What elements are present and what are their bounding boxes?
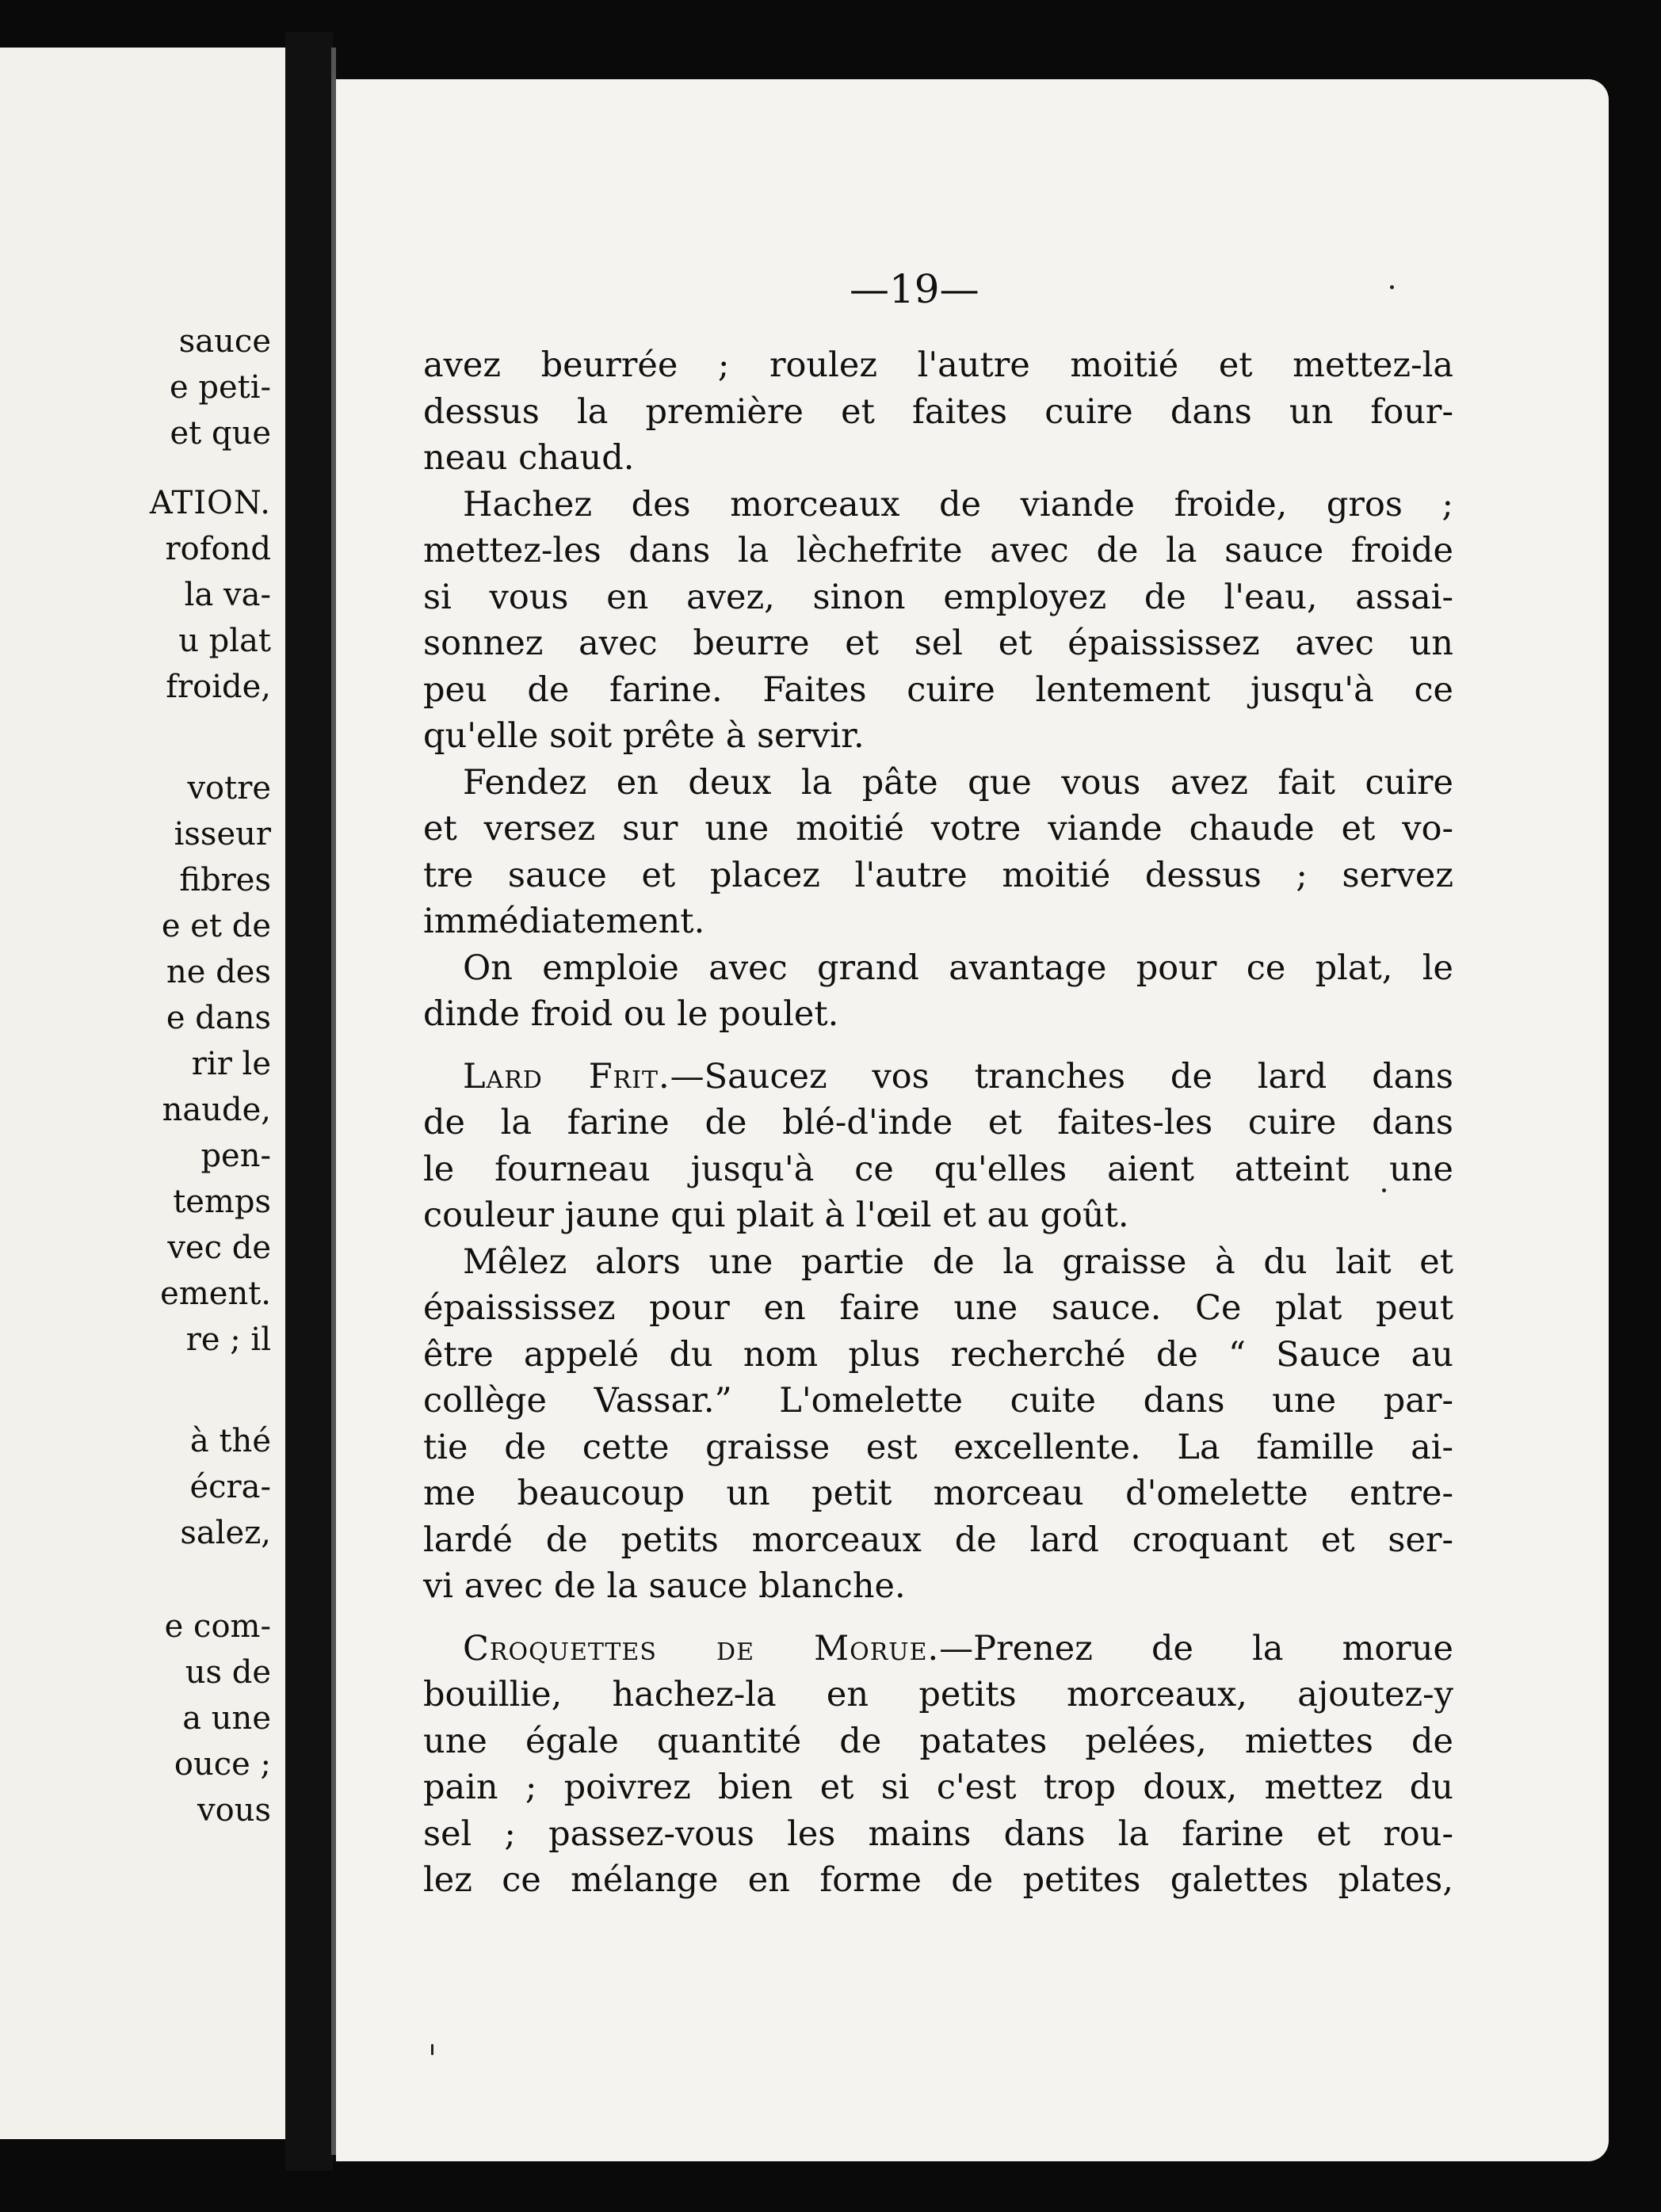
- paragraph: [423, 482, 1453, 760]
- text-line: [423, 1626, 1453, 1672]
- recipe-heading: Lard Frit.: [463, 1056, 670, 1096]
- text-line: lez ce mélange en forme de petites galettes plates,: [423, 1860, 1453, 1900]
- left-line: ATION.: [149, 485, 271, 521]
- recipe-paragraph: [423, 1626, 1453, 1904]
- left-line: us de: [185, 1654, 271, 1691]
- text-line: immédiatement.: [423, 902, 705, 941]
- recipe-paragraph: [423, 1054, 1453, 1239]
- text-line: de la farine de blé-d'inde et faites-les cuire dans: [423, 1103, 1453, 1142]
- left-facing-page: [0, 48, 285, 2139]
- left-line: rir le: [191, 1046, 271, 1082]
- paragraph-gap: [423, 1610, 1453, 1626]
- text-line: tie de cette graisse est excellente. La famille ai-: [423, 1427, 1453, 1467]
- page-number: —19—: [850, 266, 979, 312]
- text-line: On emploie avec grand avantage pour ce plat, le: [463, 948, 1453, 988]
- left-line: e peti-: [169, 369, 271, 406]
- text-line: pain ; poivrez bien et si c'est trop doux, mettez du: [423, 1768, 1453, 1807]
- ink-speck: [1382, 1188, 1386, 1192]
- text-line: être appelé du nom plus recherché de “ Sauce au: [423, 1334, 1453, 1375]
- text-line: et versez sur une moitié votre viande chaude et vo-: [423, 809, 1453, 849]
- paragraph: [423, 760, 1453, 945]
- text-line: peu de farine. Faites cuire lentement jusqu'à ce: [423, 669, 1453, 710]
- text-line: couleur jaune qui plait à l'œil et au goût.: [423, 1196, 1129, 1235]
- left-line: e et de: [161, 908, 271, 944]
- text-line: avez beurrée ; roulez l'autre moitié et mettez-la: [423, 345, 1453, 385]
- left-line: froide,: [166, 669, 271, 705]
- paragraph: [423, 1239, 1453, 1610]
- left-line: ne des: [166, 954, 271, 990]
- text-line: sel ; passez-vous les mains dans la farine et rou-: [423, 1813, 1453, 1854]
- left-line: et que: [170, 415, 271, 452]
- text-line: une égale quantité de patates pelées, miettes de: [423, 1721, 1453, 1761]
- text-line: Hachez des morceaux de viande froide, gros ;: [463, 484, 1453, 524]
- left-line: fibres: [179, 862, 271, 898]
- left-line: a une: [182, 1700, 271, 1737]
- ink-speck: [1390, 285, 1394, 289]
- paragraph: [423, 342, 1453, 482]
- left-line: naude,: [162, 1092, 271, 1128]
- text-line: Fendez en deux la pâte que vous avez fait cuire: [463, 762, 1453, 803]
- text-line: vi avec de la sauce blanche.: [423, 1566, 906, 1606]
- text-line: sonnez avec beurre et sel et épaississez avec un: [423, 624, 1453, 663]
- left-line: rofond: [165, 531, 271, 567]
- left-line: temps: [173, 1184, 271, 1220]
- left-line: sauce: [178, 323, 271, 360]
- ink-speck: [431, 2044, 433, 2055]
- left-line: la va-: [184, 577, 271, 613]
- text-line: bouillie, hachez-la en petits morceaux, ajoutez-y: [423, 1675, 1453, 1714]
- left-line: re ; il: [185, 1321, 271, 1358]
- left-line: vec de: [167, 1230, 271, 1266]
- paragraph-gap: [423, 1038, 1453, 1054]
- text-run: —Prenez de la morue: [939, 1628, 1453, 1669]
- left-line: pen-: [200, 1138, 271, 1174]
- text-line: [423, 1054, 1453, 1100]
- left-line: salez,: [180, 1515, 271, 1551]
- text-line: qu'elle soit prête à servir.: [423, 716, 865, 756]
- text-line: dessus la première et faites cuire dans un four-: [423, 391, 1453, 432]
- text-line: épaississez pour en faire une sauce. Ce plat peut: [423, 1288, 1453, 1328]
- text-line: Mêlez alors une partie de la graisse à du lait et: [463, 1241, 1453, 1282]
- text-line: mettez-les dans la lèchefrite avec de la sauce froide: [423, 531, 1453, 570]
- right-page: [336, 79, 1609, 2161]
- text-run: —Saucez vos tranches de lard dans: [670, 1056, 1453, 1096]
- left-line: e dans: [166, 1000, 271, 1036]
- left-line: u plat: [178, 623, 271, 659]
- left-line: ement.: [160, 1276, 271, 1312]
- paragraph: [423, 945, 1453, 1038]
- page-body: [423, 342, 1453, 1904]
- left-line: e com-: [164, 1608, 271, 1645]
- recipe-heading: Croquettes de Morue.: [463, 1628, 940, 1669]
- left-line: votre: [187, 770, 271, 807]
- text-line: si vous en avez, sinon employez de l'eau, assai-: [423, 577, 1453, 617]
- text-line: me beaucoup un petit morceau d'omelette entre-: [423, 1474, 1453, 1513]
- book-gutter: [285, 32, 333, 2171]
- text-line: tre sauce et placez l'autre moitié dessus ; servez: [423, 855, 1453, 895]
- text-line: dinde froid ou le poulet.: [423, 994, 839, 1034]
- text-line: neau chaud.: [423, 438, 635, 478]
- left-line: ouce ;: [174, 1746, 271, 1783]
- text-line: lardé de petits morceaux de lard croquant et ser-: [423, 1520, 1453, 1560]
- left-line: isseur: [174, 816, 271, 852]
- left-line: écra-: [189, 1469, 271, 1505]
- text-line: le fourneau jusqu'à ce qu'elles aient atteint une: [423, 1149, 1453, 1189]
- left-line: vous: [197, 1792, 271, 1829]
- text-line: collège Vassar.” L'omelette cuite dans une par-: [423, 1381, 1453, 1421]
- left-line: à thé: [189, 1423, 271, 1459]
